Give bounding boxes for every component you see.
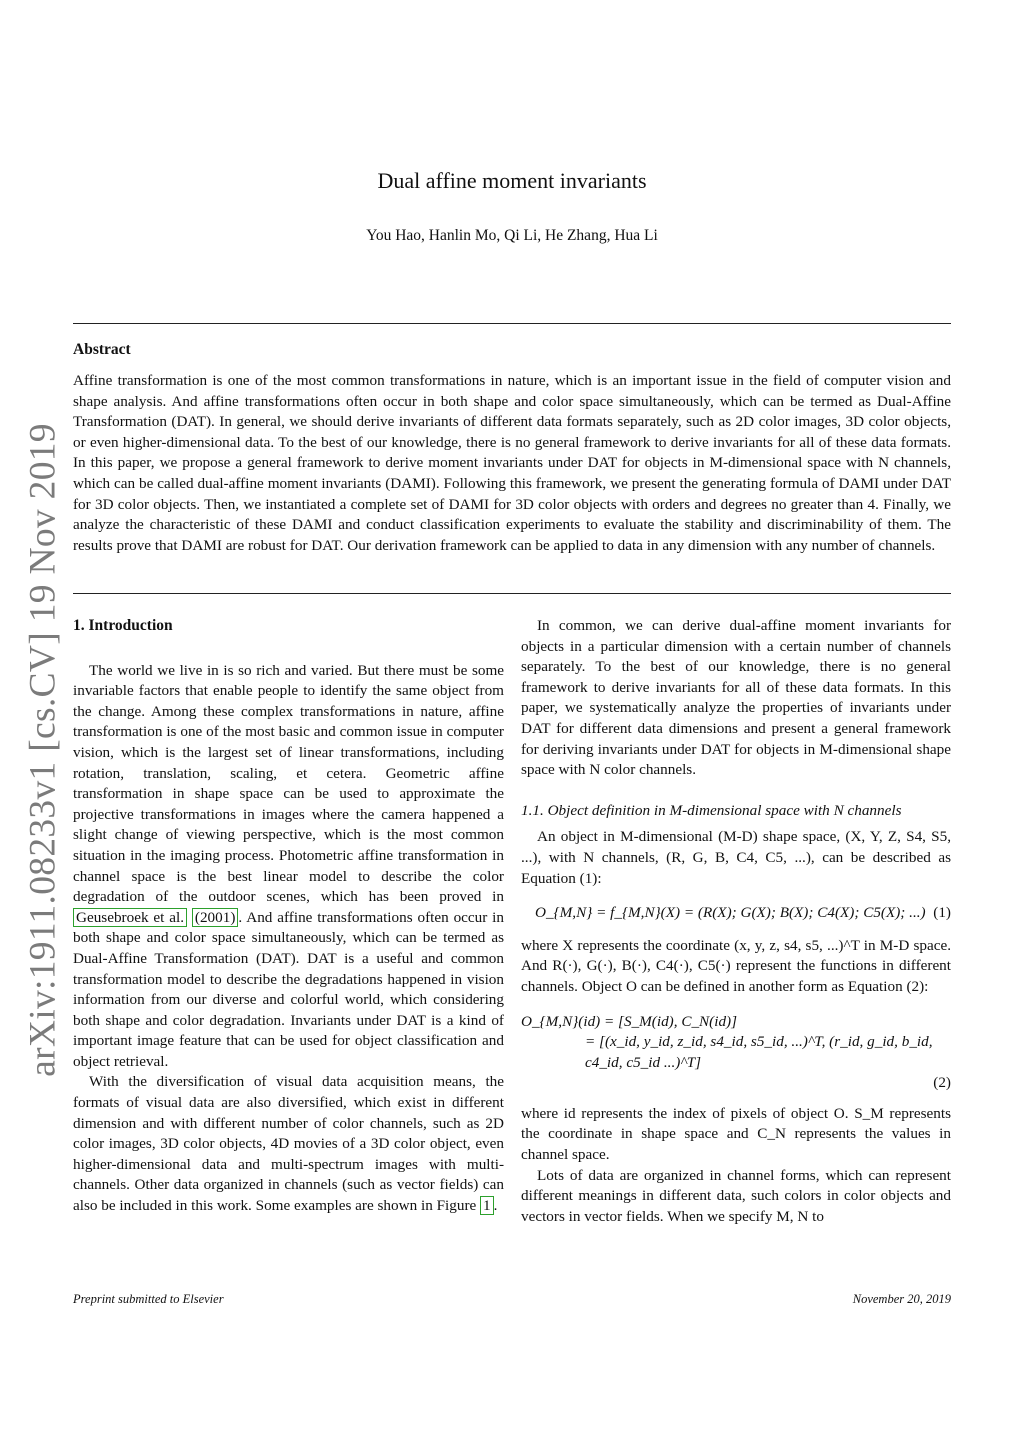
- coordinate-paragraph: where X represents the coordinate (x, y, z, s4, s5, ...)^T in M-D space. And R(·), G(·), B(·), C4(·), C5(·) represent the functions in different channels. Object O can be defined in another form as Equation (2):: [521, 936, 951, 995]
- left-column: [73, 616, 504, 1217]
- equation-1: [521, 903, 951, 924]
- equation-ref-2[interactable]: 2: [911, 977, 920, 995]
- object-definition-paragraph: An object in M-dimensional (M-D) shape space, (X, Y, Z, S4, S5, ...), with N channels, (R, G, B, C4, C5, ...), can be described as Equation (1):: [521, 828, 951, 887]
- intro-paragraph-3: In common, we can derive dual-affine moment invariants for objects in a particular dimension with a certain number of channels separately. To the best of our knowledge, there is no general framework to derive invariants for all of these data formats. In this paper, we systematically analyze the properties of invariants under DAT for different data dimensions and present a general framework for deriving invariants under DAT for objects in M-dimensional shape space with N color channels.: [521, 617, 951, 779]
- citation-link-geusebroek[interactable]: Geusebroek et al.: [73, 908, 187, 927]
- subsection-heading-object-definition: 1.1. Object definition in M-dimensional space with N channels: [521, 801, 902, 819]
- arxiv-identifier: arXiv:1911.08233v1 [cs.CV] 19 Nov 2019: [22, 423, 64, 1077]
- intro-paragraph-1: The world we live in is so rich and varied. But there must be some invariable factors that enable people to identify the same object from the change. Among these complex transformations in nature, affine transformation is one of the most basic and common issue in computer vision, which is the largest set of linear transformations, including rotation, translation, scaling, et cetera. Geometric affine transformation in shape space can be used to approximate the projective transformations in images where the camera happened a slight change of viewing perspective, which is the most common situation in the imaging process. Photometric affine transformation in channel space is the best linear model to describe the color degradation of the outdoor scenes, which has been proved in Geusebroek et al. (2001) . And affine transformations often occur in both shape and color space simultaneously, which can be termed as Dual-Affine Transformation (DAT). DAT is a useful and common transformation model to describe the degradations happened in vision information from our diverse and colorful world, which considering both shape and color degradation. Invariants under DAT is a kind of important image feature that can be used for object classification and object retrieval.: [73, 661, 504, 1070]
- equation-2: [521, 1012, 951, 1094]
- section-heading-introduction: 1. Introduction: [73, 617, 173, 634]
- abstract-heading: Abstract: [73, 341, 131, 358]
- equation-1-number: (1): [933, 904, 951, 922]
- right-column: [521, 616, 951, 1227]
- abstract-text: Affine transformation is one of the most common transformations in nature, which is an important issue in the field of computer vision and shape analysis. And affine transformations often occur in both shape and color space simultaneously, which can be termed as Dual-Affine Transformation (DAT). In general, we should derive invariants of different data formats separately, such as 2D color images, 3D color objects, or even higher-dimensional data. To the best of our knowledge, there is no general framework to derive invariants for all of these data formats. In this paper, we propose a general framework to derive moment invariants under DAT for objects in M-dimensional space with N channels, which can be called dual-affine moment invariants (DAMI). Following this framework, we present the generating formula of DAMI under DAT for 3D color objects. Then, we instantiated a complete set of DAMI for 3D color objects with orders and degrees no greater than 4. Finally, we analyze the characteristic of these DAMI and conduct classification experiments to evaluate the stability and discriminability of them. The results prove that DAMI are robust for DAT. Our derivation framework can be applied to data in any dimension with any number of channels.: [73, 372, 951, 554]
- top-rule: [73, 323, 951, 324]
- footer-preprint-note: Preprint submitted to Elsevier: [73, 1292, 224, 1306]
- equation-2-number: (2): [933, 1074, 951, 1092]
- arxiv-side-stamp: [14, 423, 72, 1077]
- equation-1-body: O_{M,N} = f_{M,N}(X) = (R(X); G(X); B(X); C4(X); C5(X); ...): [535, 904, 926, 922]
- bottom-rule: [73, 593, 951, 594]
- equation-2-line-2: = [(x_id, y_id, z_id, s4_id, s5_id, ...)^T, (r_id, g_id, b_id, c4_id, c5_id ...)^T]: [585, 1033, 933, 1071]
- figure-ref-link[interactable]: 1: [480, 1196, 494, 1215]
- intro-paragraph-2: With the diversification of visual data acquisition means, the formats of visual data are also diversified, which exist in different dimension and with different number of color channels, such as 2D color images, 3D color objects, 4D movies of a 3D color object, even higher-dimensional data and multi-spectrum images with multi-channels. Other data organized in channels (such as vector fields) can also be included in this work. Some examples are shown in Figure 1 .: [73, 1073, 504, 1215]
- citation-link-year[interactable]: (2001): [192, 908, 239, 927]
- paper-title: Dual affine moment invariants: [377, 168, 647, 193]
- equation-ref-1[interactable]: 1: [584, 869, 593, 887]
- index-paragraph: where id represents the index of pixels of object O. S_M represents the coordinate in shape space and C_N represents the values in channel space.: [521, 1104, 951, 1164]
- equation-2-line-1: O_{M,N}(id) = [S_M(id), C_N(id)]: [521, 1012, 738, 1030]
- footer-date: November 20, 2019: [852, 1292, 951, 1306]
- channel-forms-paragraph: Lots of data are organized in channel forms, which can represent different meanings in different data, such colors in color objects and vectors in vector fields. When we specify M, N to: [521, 1166, 951, 1225]
- paper-authors: You Hao, Hanlin Mo, Qi Li, He Zhang, Hua Li: [366, 227, 658, 244]
